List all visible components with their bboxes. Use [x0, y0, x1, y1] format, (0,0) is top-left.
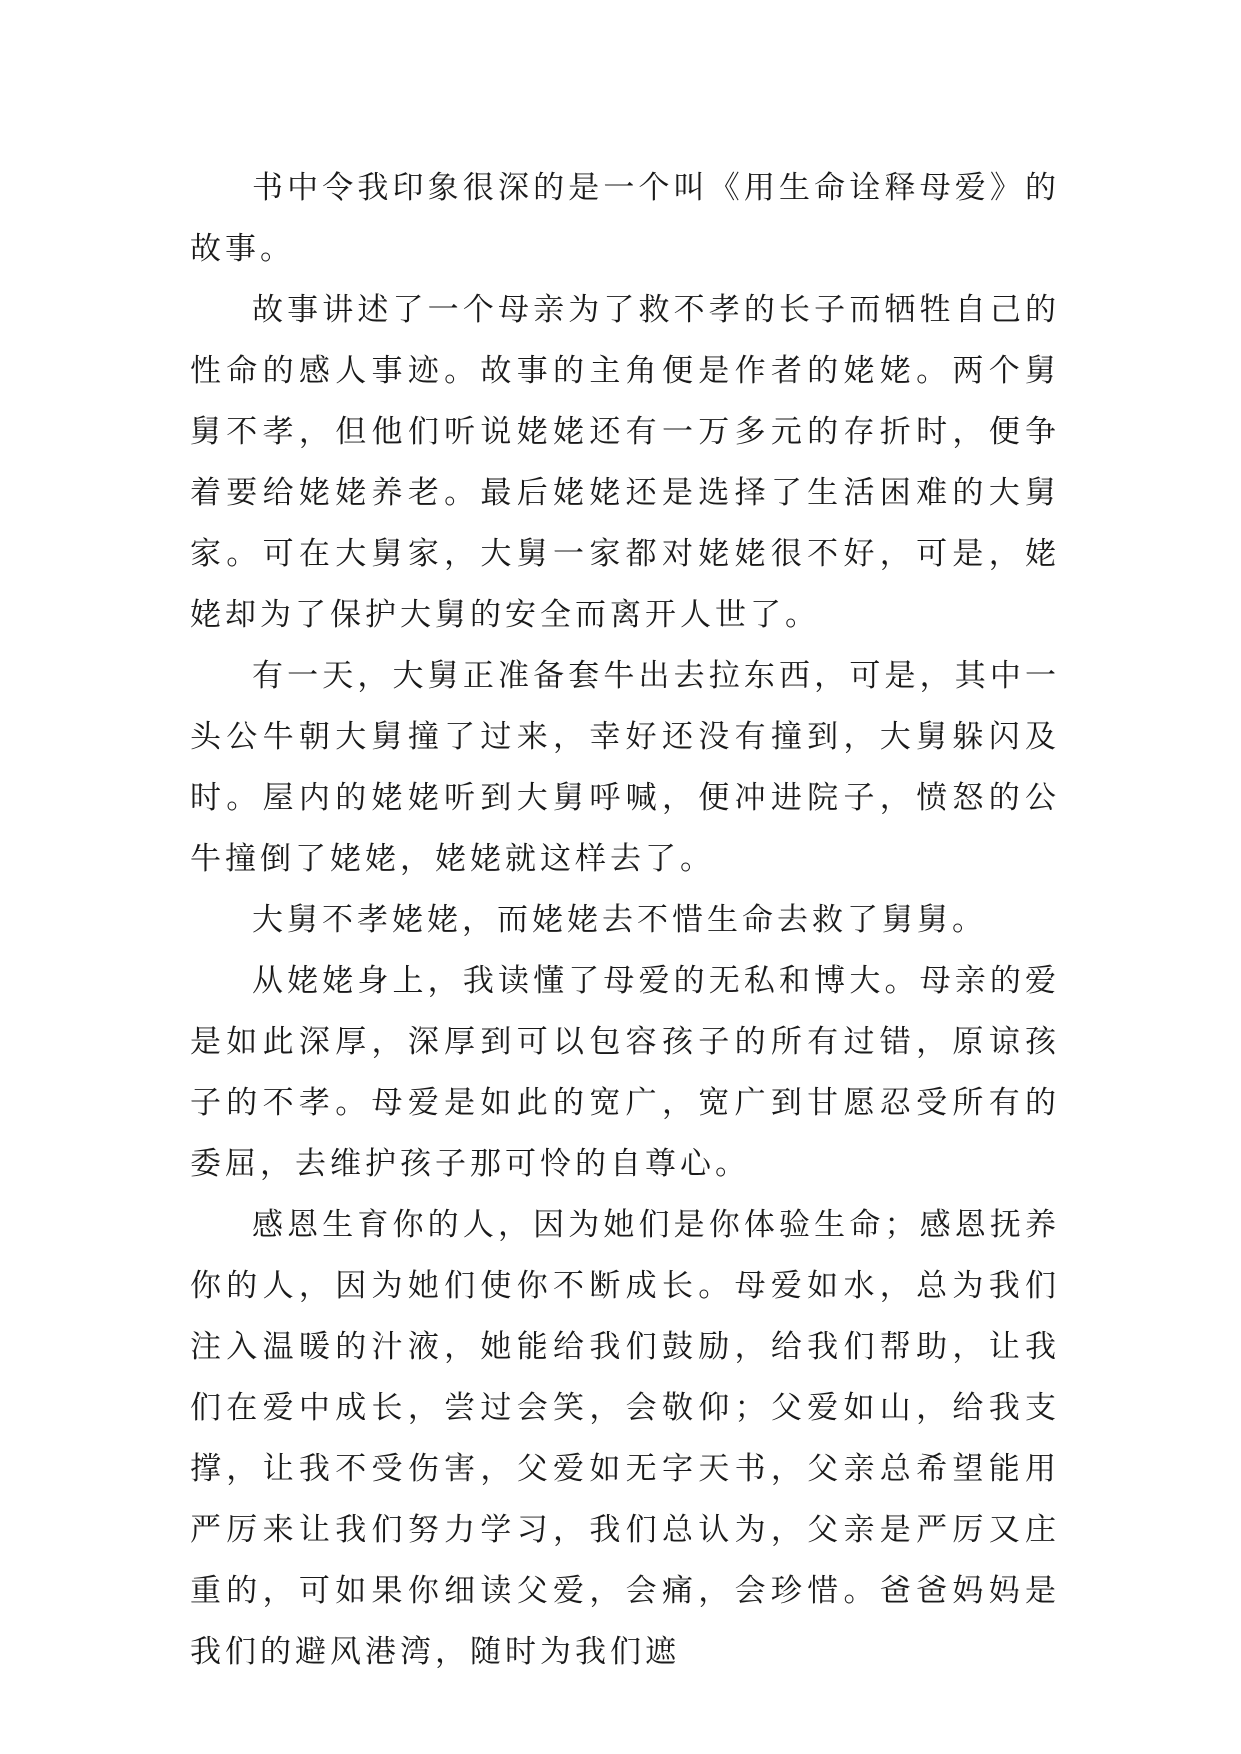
paragraph-1: 书中令我印象很深的是一个叫《用生命诠释母爱》的故事。	[190, 170, 1060, 267]
paragraph-6: 感恩生育你的人，因为她们是你体验生命；感恩抚养你的人，因为她们使你不断成长。母爱如水，总为我们注入温暖的汁液，她能给我们鼓励，给我们帮助，让我们在爱中成长，尝过会笑，会敬仰；父爱如山，给我支撑，让我不受伤害，父爱如无字天书，父亲总希望能用严厉来让我们努力学习，我们总认为，父亲是严厉又庄重的，可如果你细读父爱，会痛，会珍惜。爸爸妈妈是我们的避风港湾，随时为我们遮	[190, 1207, 1060, 1670]
paragraph-3: 有一天，大舅正准备套牛出去拉东西，可是，其中一头公牛朝大舅撞了过来，幸好还没有撞到，大舅躲闪及时。屋内的姥姥听到大舅呼喊，便冲进院子，愤怒的公牛撞倒了姥姥，姥姥就这样去了。	[190, 658, 1060, 877]
paragraph-2: 故事讲述了一个母亲为了救不孝的长子而牺牲自己的性命的感人事迹。故事的主角便是作者的姥姥。两个舅舅不孝，但他们听说姥姥还有一万多元的存折时，便争着要给姥姥养老。最后姥姥还是选择了生活困难的大舅家。可在大舅家，大舅一家都对姥姥很不好，可是，姥姥却为了保护大舅的安全而离开人世了。	[190, 292, 1060, 633]
document-body	[190, 158, 1060, 1683]
paragraph-4: 大舅不孝姥姥，而姥姥去不惜生命去救了舅舅。	[252, 902, 987, 938]
paragraph-5: 从姥姥身上，我读懂了母爱的无私和博大。母亲的爱是如此深厚，深厚到可以包容孩子的所有过错，原谅孩子的不孝。母爱是如此的宽广，宽广到甘愿忍受所有的委屈，去维护孩子那可怜的自尊心。	[190, 963, 1060, 1182]
